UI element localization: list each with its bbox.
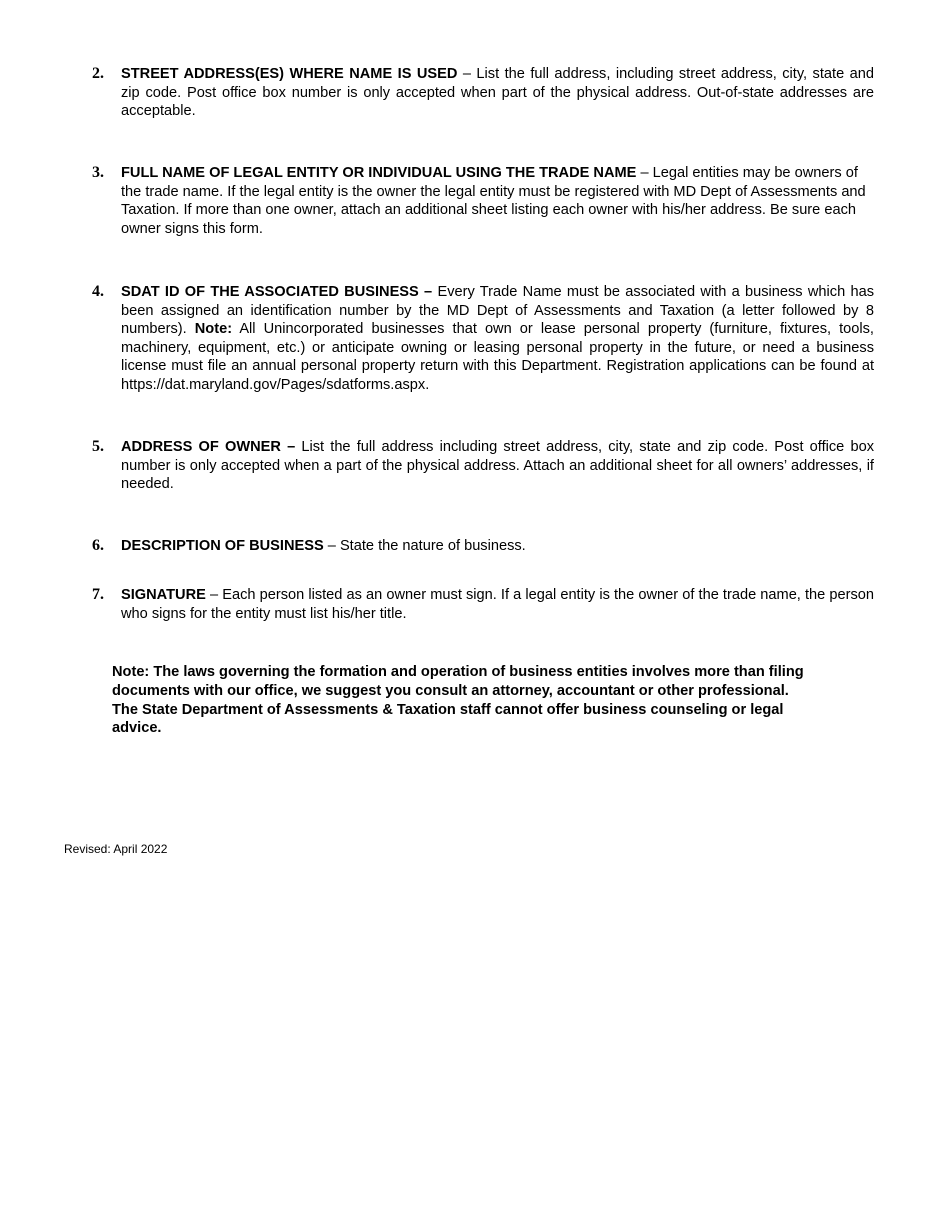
instruction-item-sdat-id xyxy=(92,283,874,394)
item-number: 2. xyxy=(92,65,104,82)
item-body xyxy=(121,438,874,494)
item-text: Every Trade Name must be associated with a business which has been assigned an identification number by the MD Dept of Assessments and Taxation (a letter followed by 8 numbers). xyxy=(121,284,875,337)
legal-note-line: advice. xyxy=(112,720,162,737)
item-text: – State the nature of business. xyxy=(323,538,526,554)
item-heading: SDAT ID OF THE ASSOCIATED BUSINESS – xyxy=(121,284,433,300)
item-text: – Each person listed as an owner must sign. If a legal entity is the owner of the trade name, the person who signs for the entity must list his/her title. xyxy=(121,587,874,622)
item-text: – Legal entities may be owners of the trade name. If the legal entity is the owner the legal entity must be registered with MD Dept of Assessments and Taxation. If more than one owner, attach an additional sheet listing each owner with his/her address. Be sure each owner signs this form. xyxy=(121,165,866,237)
legal-note xyxy=(112,663,872,738)
note-label: Note: xyxy=(194,321,233,337)
instruction-item-street-address xyxy=(92,65,874,121)
item-heading: STREET ADDRESS(ES) WHERE NAME IS USED xyxy=(121,66,458,82)
item-heading: DESCRIPTION OF BUSINESS xyxy=(121,538,324,554)
legal-note-line: Note: The laws governing the formation and operation of business entities involves more than filing xyxy=(112,664,804,680)
item-body xyxy=(121,164,874,238)
revised-date: Revised: April 2022 xyxy=(64,842,168,856)
instruction-item-legal-entity xyxy=(92,164,874,238)
item-body xyxy=(121,586,874,623)
item-number: 6. xyxy=(92,537,104,554)
item-text: – List the full address, including street address, city, state and zip code. Post office box number is only accepted when part of the physical address. Out-of-state addresses are acceptable. xyxy=(121,66,874,119)
item-heading: SIGNATURE xyxy=(121,587,206,603)
instruction-item-owner-address xyxy=(92,438,874,494)
item-body xyxy=(121,283,874,394)
item-heading: FULL NAME OF LEGAL ENTITY OR INDIVIDUAL USING THE TRADE NAME xyxy=(121,165,637,181)
instruction-item-description xyxy=(92,537,874,556)
item-number: 4. xyxy=(92,283,104,300)
note-text: All Unincorporated businesses that own or lease personal property (furniture, fixtures, tools, machinery, equipment, etc.) or anticipate owning or leasing personal property in the future, or need a business license must file an annual personal property return with this Department. Registration applications can be found at https://dat.maryland.gov/Pages/sdatforms.aspx. xyxy=(121,321,874,393)
item-text: List the full address including street address, city, state and zip code. Post office box number is only accepted when a part of the physical address. Attach an additional sheet for all owners’ addresses, if needed. xyxy=(121,439,874,492)
item-body xyxy=(121,537,874,556)
legal-note-line: The State Department of Assessments & Taxation staff cannot offer business counseling or legal xyxy=(112,701,784,718)
item-heading: ADDRESS OF OWNER – xyxy=(121,439,296,455)
item-body xyxy=(121,65,874,121)
legal-note-line: documents with our office, we suggest you consult an attorney, accountant or other professional. xyxy=(112,682,789,699)
item-number: 3. xyxy=(92,164,104,181)
item-number: 7. xyxy=(92,586,104,603)
item-number: 5. xyxy=(92,438,104,455)
instruction-item-signature xyxy=(92,586,874,623)
